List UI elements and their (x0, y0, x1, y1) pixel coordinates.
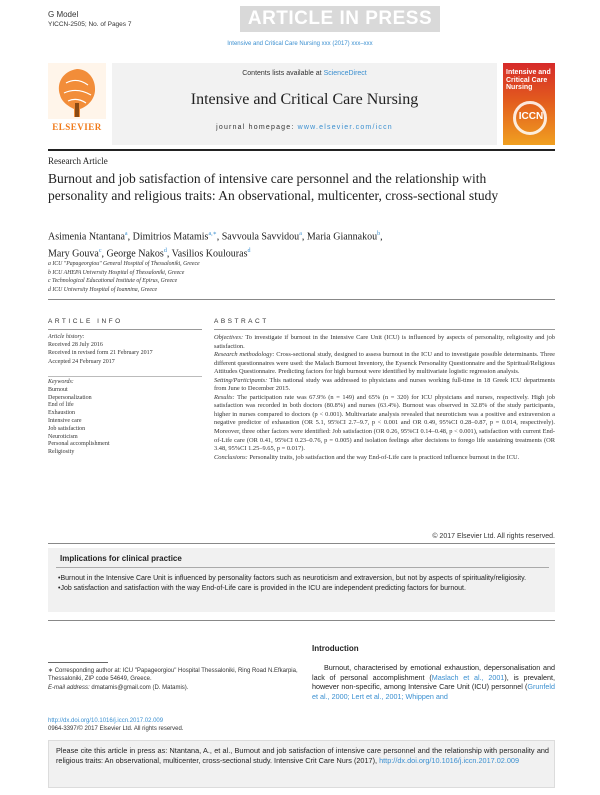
keyword: Personal accomplishment (48, 441, 110, 448)
doi-block (48, 717, 308, 733)
keywords (48, 379, 202, 457)
keyword: Intensive care (48, 417, 82, 424)
author-name: George Nakos (106, 248, 164, 260)
abstract-label: Conclusions: (214, 453, 248, 461)
contents-line (112, 70, 497, 77)
implications-title: Implications for clinical practice (60, 554, 182, 563)
abstract-results (214, 394, 555, 454)
article-info-heading: ARTICLE INFO (48, 318, 123, 325)
citation-link[interactable]: Grunfeld et al., 2000; Lert et al., 2001; Whippen and (312, 682, 555, 701)
abstract-label: Objectives: (214, 334, 244, 341)
email-line (48, 684, 308, 692)
author-sup[interactable]: a (299, 231, 302, 237)
history-label: Article history: (48, 334, 85, 340)
divider (214, 329, 555, 330)
author-name: Mary Gouva (48, 248, 99, 260)
affiliation: b ICU AHEPA University Hospital of Thessaloniki, Greece (48, 269, 185, 276)
intro-text-part: Burnout, characterised by emotional exhaustion, depersonalisation and lack of personal accomplishment ( (312, 663, 555, 682)
article-type: Research Article (48, 156, 108, 166)
divider (48, 543, 555, 544)
publisher-name: ELSEVIER (52, 122, 102, 132)
divider (48, 329, 202, 330)
corresponding-author: ∗ Corresponding author at: ICU "Papageorgiou" Hospital Thessaloniki, Ring Road N.Efkarpia, Thessaloniki, ZIP code 54649, Greece. (48, 668, 298, 683)
footnote (48, 667, 308, 692)
header-divider (48, 149, 555, 151)
abstract-label: Setting/Participants: (214, 376, 268, 384)
homepage-prefix: journal homepage: (216, 124, 298, 131)
abstract-text: This national study was addressed to physicians and nurses working full-time in 18 Greek ICU departments from June to December 2015. (214, 376, 555, 393)
affiliations (48, 260, 548, 294)
keyword: Neuroticism (48, 433, 78, 440)
sciencedirect-link[interactable]: ScienceDirect (323, 70, 367, 77)
abstract-label: Results: (214, 393, 235, 401)
journal-title: Intensive and Critical Care Nursing (190, 91, 419, 108)
introduction-heading: Introduction (312, 644, 359, 653)
footnote-rule (48, 662, 108, 663)
abstract-body (214, 334, 555, 462)
copyright: © 2017 Elsevier Ltd. All rights reserved. (432, 533, 555, 540)
list-item: • Burnout in the Intensive Care Unit is influenced by personality factors such as neuroticism and extraversion, but not by aspects of spirituality/religiosity. (56, 574, 551, 583)
article-title: Burnout and job satisfaction of intensive care personnel and the relationship with personality and religious traits: An observational, multicenter, cross-sectional study (48, 171, 499, 203)
abstract-setting (214, 377, 555, 394)
citation-text (56, 746, 549, 766)
cover-mark: ICCN (518, 111, 544, 122)
list-item: • Job satisfaction and satisfaction with the way End-of-Life care is provided in the ICU are independent predicting factors for burnout. (56, 584, 551, 593)
contents-prefix: Contents lists available at (242, 70, 324, 77)
divider (48, 299, 555, 300)
history-item: Received in revised form 21 February 2017 (48, 350, 153, 357)
author-name: Asimenia Ntantana (48, 231, 125, 243)
keyword: Job satisfaction (48, 425, 86, 432)
keyword: Exhaustion (48, 410, 75, 417)
author-name: Savvoula Savvidou (221, 231, 300, 243)
author-list: Asimenia Ntantana$^a$, Dimitrios Matamis$^{a,∗}$, Savvoula Savvidou$^a$, Maria Giannakou$^b$, Mary Gouva$^c$, George Nakos$^d$, Vasilios Koulouras$^d$ (48, 231, 383, 260)
gmodel-label: G Model (48, 10, 79, 19)
journal-cover (503, 63, 555, 145)
author-sup[interactable]: c (98, 248, 102, 255)
author-sup[interactable]: d (163, 248, 167, 255)
issn-line: 0964-3397/© 2017 Elsevier Ltd. All rights reserved. (48, 726, 184, 733)
keyword: End of life (48, 402, 74, 409)
implications-list (56, 574, 551, 594)
abstract-text: Personality traits, job satisfaction and the way End-of-Life care is practiced influence burnout in the ICU. (247, 453, 520, 461)
divider (48, 620, 555, 621)
abstract-conclusions (214, 454, 555, 463)
journal-homepage (112, 124, 497, 131)
affiliation: c Technological Educational Institute of Epirus, Greece (48, 278, 178, 284)
article-reference: YICCN-2505; No. of Pages 7 (48, 21, 132, 28)
author-name: Dimitrios Matamis (132, 231, 209, 243)
abstract-heading: ABSTRACT (214, 318, 269, 325)
author-sup[interactable]: b (377, 231, 381, 237)
author-sup[interactable]: a (124, 231, 128, 237)
cover-title: Intensive and Critical Care Nursing (506, 69, 551, 91)
running-head[interactable]: Intensive and Critical Care Nursing xxx (2017) xxx–xxx (227, 41, 373, 47)
abstract-objectives (214, 334, 555, 351)
author-sup[interactable]: d (247, 248, 251, 255)
citation-body: Please cite this article in press as: Ntantana, A., et al., Burnout and job satisfaction of intensive care personnel and the relationship with personality and religious traits: An observational, multicenter, cross-sectional study. Intensive Crit Care Nurs (2017), (56, 746, 549, 765)
abstract-text: To investigate if burnout in the Intensive Care Unit (ICU) is influenced by aspects of personality, religiosity and job satisfaction. (214, 334, 555, 350)
abstract-methodology (214, 351, 555, 377)
email-address[interactable]: dmatamis@gmail.com (D. Matamis). (89, 684, 189, 691)
article-history (48, 333, 202, 366)
keywords-label: Keywords: (48, 379, 74, 385)
citation-link[interactable]: Maslach et al., 2001 (431, 672, 505, 682)
article-in-press-banner: ARTICLE IN PRESS (240, 6, 440, 32)
email-label: E-mail address: (48, 684, 90, 691)
keyword: Religiosity (48, 449, 75, 456)
divider (48, 376, 202, 377)
intro-text-part: ), is prevalent, however non-specific, among Intensive Care Unit (ICU) personnel ( (312, 672, 556, 692)
homepage-link[interactable]: www.elsevier.com/iccn (297, 124, 393, 131)
abstract-text: The participation rate was 67.9% (n = 149) and 65% (n = 320) for ICU physicians and nurses, respectively. High job satisfaction was recorded in both doctors (80.8%) and nurses (63.4%). Burnout was observed in 32.8% of the study participants, higher in nurses compared to doctors (p < 0.001). Multivariate analysis revealed that neuroticism was a positive and extraversion a negative predictor of exhaustion (OR 5.1, 95%CI 2.7–9.7, p < 0.001 and OR 0.49, 95%CI 0.28–0.87, p = 0.014, respectively). Moreover, three other factors were identified: Job satisfaction (OR 0.26, 95%CI 0.14–0.48, p < 0.001), satisfaction with current End-of-Life care (OR 0.41, 95%CI 0.23–0.76, p = 0.005) and isolation feelings after decisions to forego life sustaining treatments (OR 3.48, 95%CI 1.25–9.65, p = 0.017). (214, 393, 555, 453)
affiliation: a ICU "Papageorgiou" General Hospital of Thessaloniki, Greece (48, 261, 200, 267)
abstract-text: Cross-sectional study, designed to assess burnout in the ICU and to investigate possible determinants. Three different questionnaires were used: the Malach Burnout Inventory, the Eysenck Personality Questionnaire and the Spiritual/Religious Attitudes Questionnaire. Predicting factors for high burnout were identified by multivariate logistic regression analysis. (214, 351, 556, 376)
abstract-label: Research methodology: (214, 351, 275, 359)
keyword: Depersonalization (48, 394, 92, 401)
history-item: Accepted 24 February 2017 (48, 358, 115, 365)
author-name: Vasilios Koulouras (171, 248, 248, 260)
doi-link[interactable]: http://dx.doi.org/10.1016/j.iccn.2017.02.009 (48, 718, 164, 724)
citation-doi-link[interactable]: http://dx.doi.org/10.1016/j.iccn.2017.02.009 (379, 756, 520, 765)
keyword: Burnout (48, 386, 68, 393)
history-item: Received 28 July 2016 (48, 342, 103, 349)
author-name: Maria Giannakou (306, 231, 378, 243)
divider (56, 567, 549, 568)
affiliation: d ICU University Hospital of Ioannina, Greece (48, 286, 158, 293)
author-sup[interactable]: a,∗ (208, 231, 217, 237)
introduction-text (312, 663, 555, 701)
